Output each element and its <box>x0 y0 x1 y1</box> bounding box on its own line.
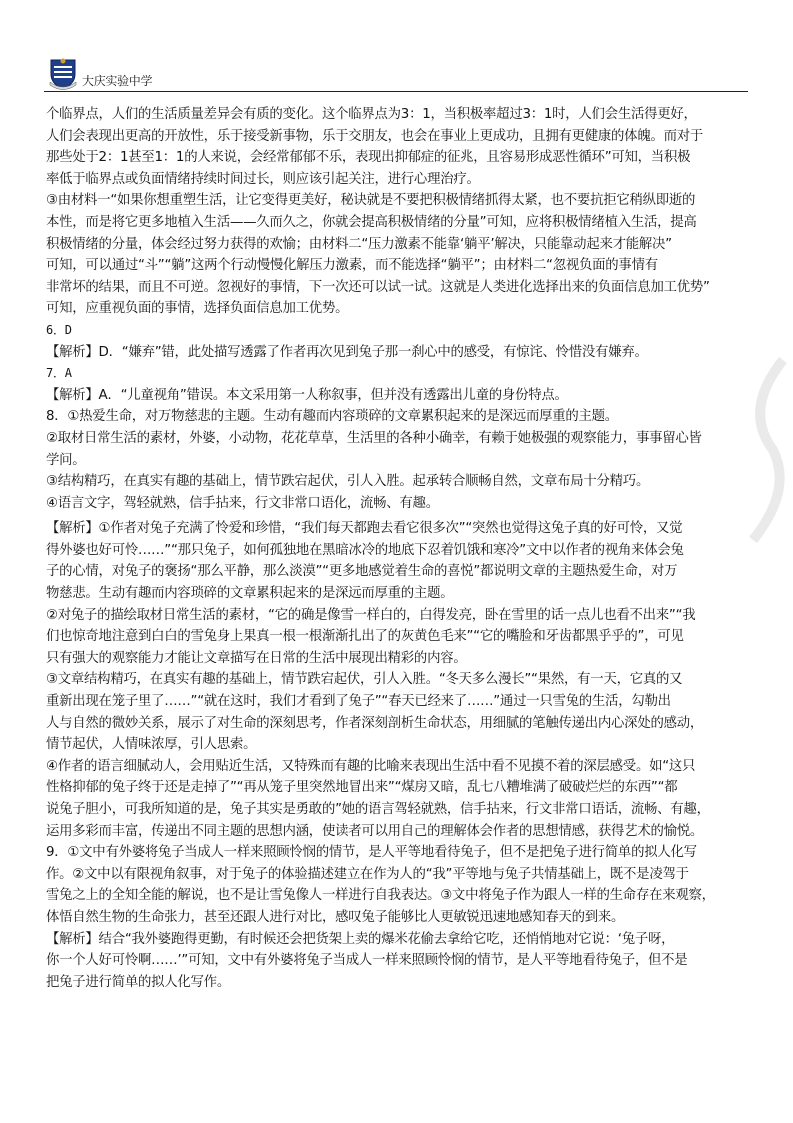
text-line: 非常坏的结果，而且不可逆。忽视好的事情，下一次还可以试一试。这就是人类进化选择出来的负面信息加工优势” <box>46 279 710 295</box>
text-line: 说兔子胆小，可我所知道的是，兔子其实是勇敢的”她的语言驾轻就熟，信手拈来，行文非常口语话，流畅、有趣， <box>46 802 710 817</box>
text-line: 个临界点，人们的生活质量差异会有质的变化。这个临界点为3：1，当积极率超过3：1时，人们会生活得更好， <box>46 107 697 122</box>
text-line: 作。②文中以有限视角叙事，对于兔子的体验描述建立在作为人的“我”平等地与兔子共情基础上，既不是凌驾于 <box>46 866 689 882</box>
text-line: 那些处于2：1甚至1：1的人来说，会经常郁郁不乐，表现出抑郁症的征兆，且容易形成恶性循环”可知，当积极 <box>46 150 691 166</box>
text-line: ②取材日常生活的素材，外婆，小动物，花花草草，生活里的各种小确幸，有赖于她极强的观察能力，事事留心皆 <box>46 430 702 446</box>
text-line: 率低于临界点或负面情绪持续时间过长，则应该引起关注，进行心理治疗。 <box>46 171 480 187</box>
header-divider <box>44 91 748 92</box>
text-line: 8．①热爱生命，对万物慈悲的主题。生动有趣而内容琐碎的文章累积起来的是深远而厚重的主题。 <box>46 409 618 425</box>
text-line: 得外婆也好可怜……”“那只兔子，如何孤独地在黑暗冰冷的地底下忍着饥饿和寒冷”文中以作者的视角来体会兔 <box>46 542 684 558</box>
analysis-line: 【解析】D．“嫌弃”错，此处描写透露了作者再次见到兔子那一刹心中的感受，有惊诧、怜惜没有嫌弃。 <box>46 344 648 360</box>
text-line: ③文章结构精巧，在真实有趣的基础上，情节跌宕起伏，引人入胜。“冬天多么漫长”“果然，有一天，它真的又 <box>46 672 683 688</box>
text-line: ②对兔子的描绘取材日常生活的素材，“它的确是像雪一样白的，白得发亮，卧在雪里的话一点儿也看不出来”“我 <box>46 607 696 623</box>
analysis-line: 【解析】结合“我外婆跑得更勤，有时候还会把货架上卖的爆米花偷去拿给它吃，还悄悄地对它说：‘兔子呀， <box>46 931 675 947</box>
text-line: 人们会表现出更高的开放性，乐于接受新事物，乐于交朋友，也会在事业上更成功，且拥有更健康的体魄。而对于 <box>46 128 704 144</box>
question-number: 6．D <box>46 322 72 337</box>
analysis-line: 【解析】A．“儿童视角”错误。本文采用第一人称叙事，但并没有透露出儿童的身份特点。 <box>46 387 568 403</box>
text-line: 你一个人好可怜啊……’”可知，文中有外婆将兔子当成人一样来照顾怜悯的情节，是人平等地看待兔子，但不是 <box>46 953 688 969</box>
question-number: 7．A <box>46 366 72 381</box>
text-line: 学问。 <box>46 452 86 468</box>
text-line: 可知，可以通过“斗”“躺”这两个行动慢慢化解压力激素，而不能选择“躺平”；由材料二“忽视负面的事情有 <box>46 258 658 274</box>
text-line: 雪兔之上的全知全能的解说，也不是让雪兔像人一样进行自我表达。③文中将兔子作为跟人一样的生命存在来观察， <box>46 888 715 904</box>
text-line: 子的心情，对兔子的褒扬“那么平静，那么淡漠”“更多地感觉着生命的喜悦”都说明文章的主题热爱生命，对万 <box>46 564 678 580</box>
analysis-line: 【解析】①作者对兔子充满了怜爱和珍惜，“我们每天都跑去看它很多次”“突然也觉得这兔子真的好可怜，又觉 <box>46 521 683 537</box>
text-line: 本性，而是将它更多地植入生活——久而久之，你就会提高积极情绪的分量”可知，应将积极情绪植入生活，提高 <box>46 214 697 230</box>
text-line: 人与自然的微妙关系，展示了对生命的深刻思考，作者深刻剖析生命状态，用细腻的笔触传递出内心深处的感动， <box>46 715 704 731</box>
text-line: 体悟自然生物的生命张力，甚至还跟人进行对比，感叹兔子能够比人更敏锐迅速地感知春天的到来。 <box>46 909 625 925</box>
text-line: 性格抑郁的兔子终于还是走掉了”“再从笼子里突然地冒出来”“煤房又暗，乱七八糟堆满了破破烂烂的东西”“都 <box>46 780 678 796</box>
text-line: 把兔子进行简单的拟人化写作。 <box>46 974 230 990</box>
text-line: ④作者的语言细腻动人，会用贴近生活，又特殊而有趣的比喻来表现出生活中看不见摸不着的深层感受。如“这只 <box>46 758 696 774</box>
text-line: 物慈悲。生动有趣而内容琐碎的文章累积起来的是深远而厚重的主题。 <box>46 586 454 602</box>
school-name: 大庆实验中学 <box>82 74 153 88</box>
school-crest-icon <box>48 56 78 90</box>
text-line: ③由材料一“如果你想重塑生活，让它变得更美好，秘诀就是不要把积极情绪抓得太紧，也不要抗拒它稍纵即逝的 <box>46 193 696 209</box>
text-line: 运用多彩而丰富，传递出不同主题的思想内涵，使读者可以用自己的理解体会作者的思想情感，获得艺术的愉悦。 <box>46 823 704 839</box>
text-line: 积极情绪的分量，体会经过努力获得的欢愉；由材料二“压力激素不能靠‘躺平’解决，只能靠动起来才能解决” <box>46 236 672 252</box>
page-header <box>44 54 748 94</box>
text-line: 9．①文中有外婆将兔子当成人一样来照顾怜悯的情节，是人平等地看待兔子，但不是把兔子进行简单的拟人化写 <box>46 845 697 861</box>
text-line: 情节起伏，人情味浓厚，引人思索。 <box>46 737 257 753</box>
answer-body <box>46 104 758 993</box>
text-line: 只有强大的观察能力才能让文章描写在日常的生活中展现出精彩的内容。 <box>46 650 467 666</box>
text-line: 们也惊奇地注意到白白的雪兔身上果真一根一根渐渐扎出了的灰黄色毛来”“它的嘴脸和牙齿都黑乎乎的”，可见 <box>46 629 684 645</box>
text-line: 可知，应重视负面的事情，选择负面信息加工优势。 <box>46 301 349 317</box>
text-line: 重新出现在笼子里了……”“就在这时，我们才看到了兔子”“春天已经来了……”通过一只雪兔的生活，勾勒出 <box>46 694 671 710</box>
text-line: ④语言文字，驾轻就熟，信手拈来，行文非常口语化，流畅、有趣。 <box>46 495 439 511</box>
text-line: ③结构精巧，在真实有趣的基础上，情节跌宕起伏，引人入胜。起承转合顺畅自然，文章布局十分精巧。 <box>46 474 650 490</box>
